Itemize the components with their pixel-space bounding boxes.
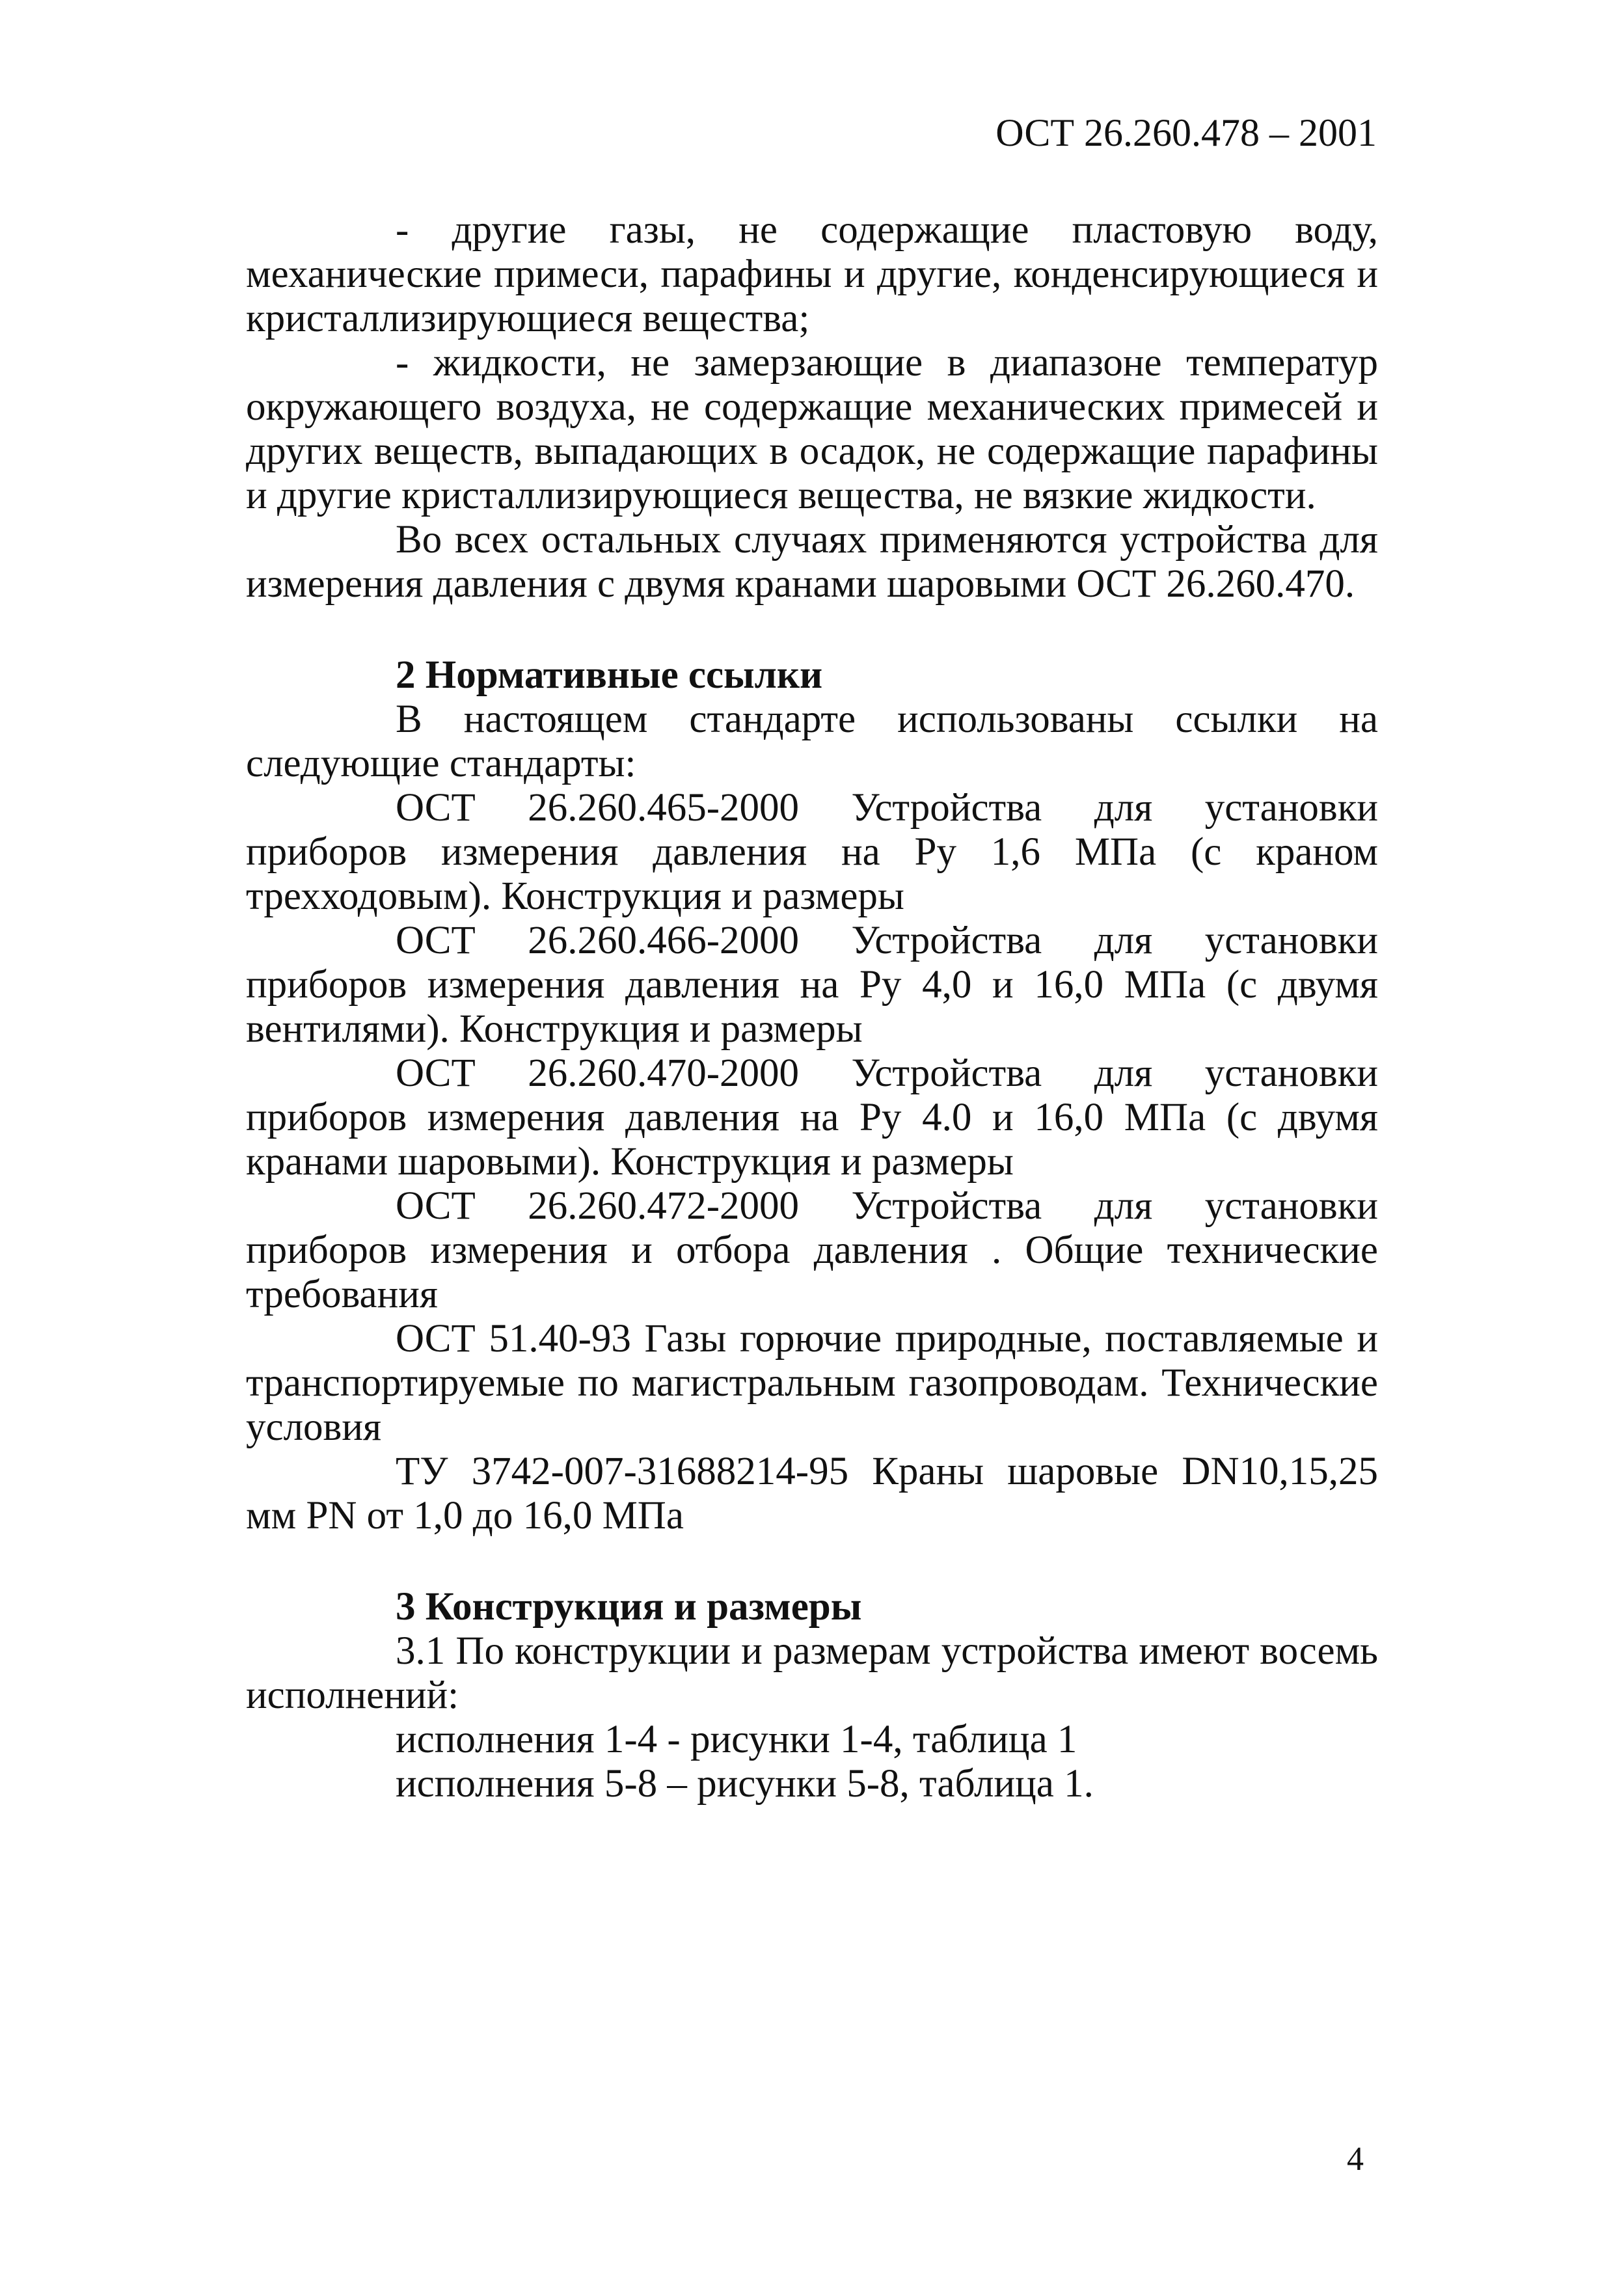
page-number: 4 xyxy=(1347,2141,1364,2178)
section-heading-normative-refs: 2 Нормативные ссылки xyxy=(396,653,823,697)
document-body xyxy=(246,208,1378,1806)
closing-paragraph: Во всех остальных случаях применяются устройства для измерения давления с двумя кранами шаровыми ОСТ 26.260.470. xyxy=(246,518,1378,606)
reference-item: ОСТ 51.40-93 Газы горючие природные, поставляемые и транспортируемые по магистральным газопроводам. Технические условия xyxy=(246,1317,1378,1449)
bullet-gases: - другие газы, не содержащие пластовую воду, механические примеси, парафины и другие, конденсирующиеся и кристаллизирующиеся вещества; xyxy=(246,208,1378,340)
variant-line: исполнения 5-8 – рисунки 5-8, таблица 1. xyxy=(396,1762,1094,1806)
reference-item: ОСТ 26.260.470-2000 Устройства для установки приборов измерения давления на Ру 4.0 и 16,0 МПа (с двумя кранами шаровыми). Конструкция и размеры xyxy=(246,1051,1378,1184)
document-code-header: ОСТ 26.260.478 – 2001 xyxy=(995,111,1377,154)
section-heading-construction: 3 Конструкция и размеры xyxy=(396,1585,862,1629)
reference-item: ОСТ 26.260.465-2000 Устройства для установки приборов измерения давления на Ру 1,6 МПа (с краном трехходовым). Конструкция и размеры xyxy=(246,786,1378,918)
bullet-liquids: - жидкости, не замерзающие в диапазоне температур окружающего воздуха, не содержащие механических примесей и других веществ, выпадающих в осадок, не содержащие парафины и другие кристаллизирующиеся вещества, не вязкие жидкости. xyxy=(246,341,1378,517)
reference-item: ОСТ 26.260.466-2000 Устройства для установки приборов измерения давления на Ру 4,0 и 16,0 МПа (с двумя вентилями). Конструкция и размеры xyxy=(246,919,1378,1051)
construction-paragraph: 3.1 По конструкции и размерам устройства имеют восемь исполнений: xyxy=(246,1629,1378,1717)
variant-line: исполнения 1-4 - рисунки 1-4, таблица 1 xyxy=(396,1718,1077,1761)
reference-item: ОСТ 26.260.472-2000 Устройства для установки приборов измерения и отбора давления . Общие технические требования xyxy=(246,1184,1378,1316)
refs-intro: В настоящем стандарте использованы ссылки на следующие стандарты: xyxy=(246,698,1378,785)
reference-item: ТУ 3742-007-31688214-95 Краны шаровые DN10,15,25 мм PN от 1,0 до 16,0 МПа xyxy=(246,1450,1378,1537)
